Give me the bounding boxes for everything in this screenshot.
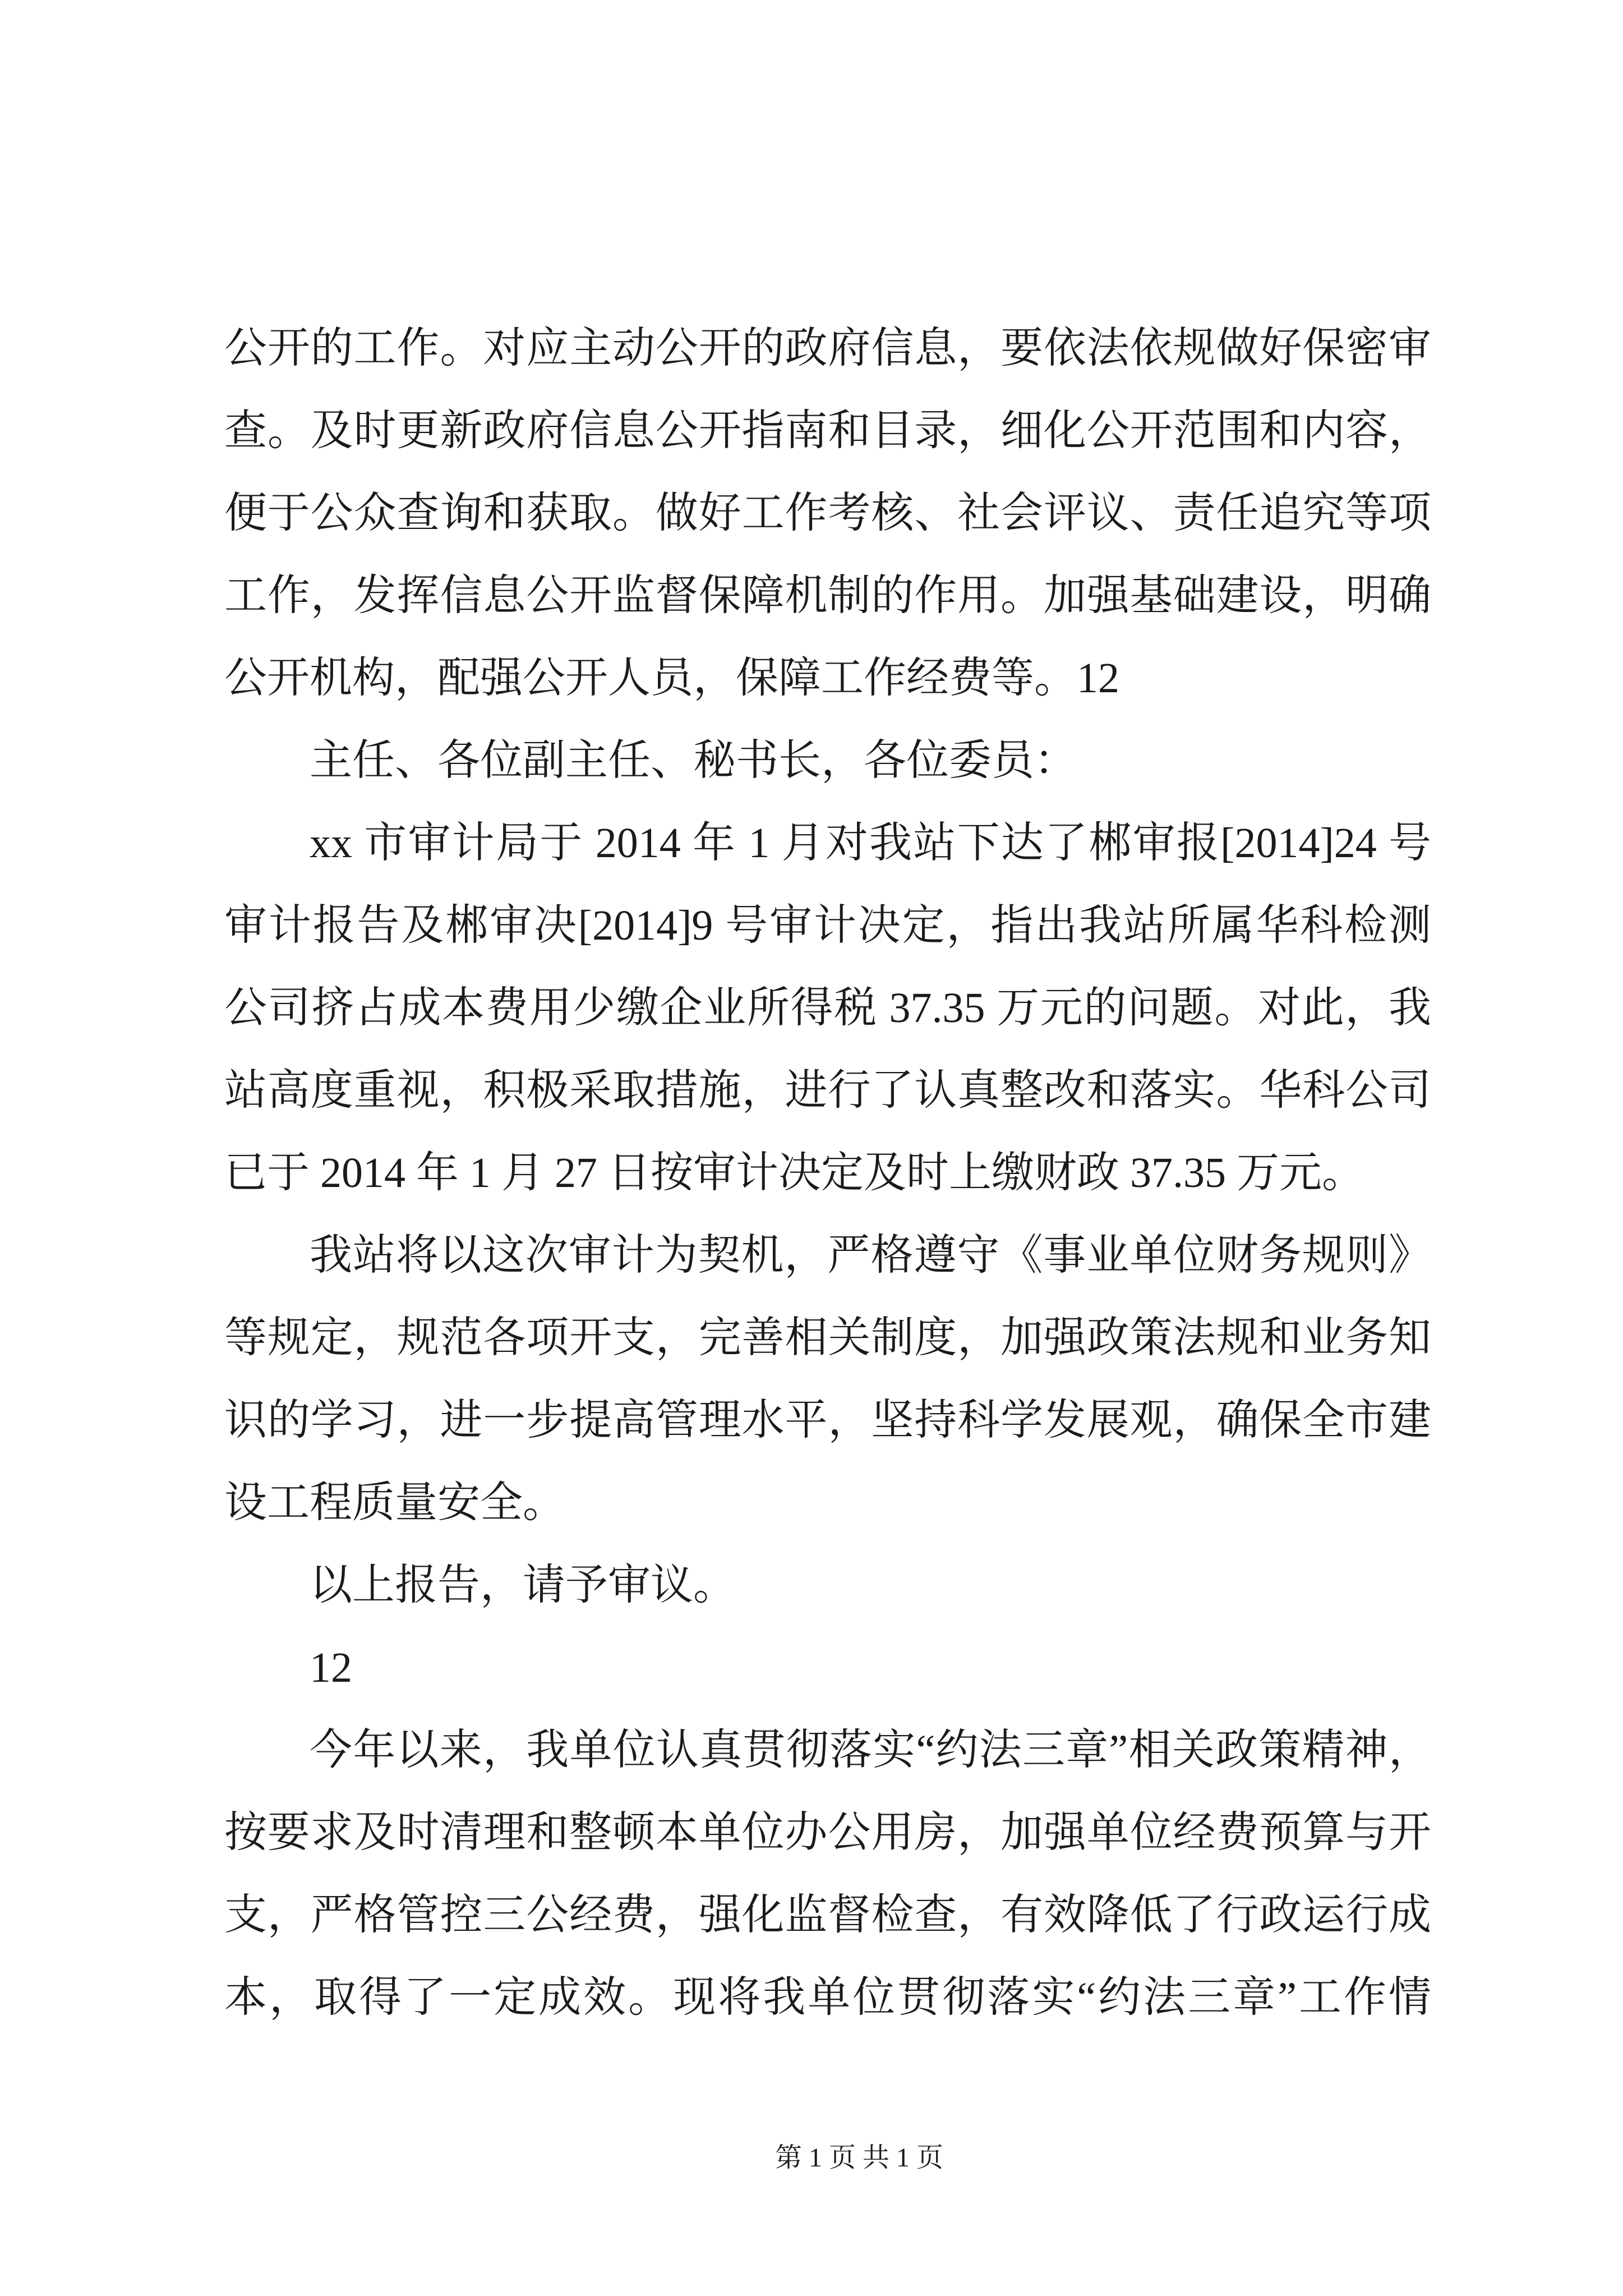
paragraph	[224, 307, 1431, 720]
text-line: 按要求及时清理和整顿本单位办公用房，加强单位经费预算与开	[224, 1809, 1431, 1856]
text-line: 便于公众查询和获取。做好工作考核、社会评议、责任追究等项	[224, 490, 1431, 537]
text-line: 工作，发挥信息公开监督保障机制的作用。加强基础建设，明确	[224, 572, 1431, 619]
text-line: 公司挤占成本费用少缴企业所得税 37.35 万元的问题。对此，我	[224, 984, 1431, 1032]
text-line: 公开机构，配强公开人员，保障工作经费等。12	[224, 655, 1119, 702]
text-line: 设工程质量安全。	[224, 1479, 565, 1526]
salutation-line: 主任、各位副主任、秘书长，各位委员：	[310, 737, 1077, 784]
text-line: 审计报告及郴审决[2014]9 号审计决定，指出我站所属华科检测	[224, 902, 1431, 949]
text-line: xx 市审计局于 2014 年 1 月对我站下达了郴审报[2014]24 号	[310, 820, 1431, 867]
text-line: 12	[310, 1644, 352, 1691]
text-line: 本，取得了一定成效。现将我单位贯彻落实“约法三章”工作情	[224, 1974, 1431, 2021]
document-body	[224, 307, 1431, 2039]
text-line: 已于 2014 年 1 月 27 日按审计决定及时上缴财政 37.35 万元。	[224, 1149, 1364, 1197]
text-line: 今年以来，我单位认真贯彻落实“约法三章”相关政策精神，	[310, 1727, 1431, 1774]
text-line: 以上报告，请予审议。	[310, 1562, 736, 1609]
paragraph	[224, 1709, 1431, 2039]
text-line: 查。及时更新政府信息公开指南和目录，细化公开范围和内容，	[224, 407, 1431, 454]
text-line: 站高度重视，积极采取措施，进行了认真整改和落实。华科公司	[224, 1067, 1431, 1114]
paragraph	[224, 1544, 1431, 1627]
page-footer-label: 第 1 页 共 1 页	[774, 2143, 943, 2173]
text-line: 公开的工作。对应主动公开的政府信息，要依法依规做好保密审	[224, 325, 1431, 372]
paragraph	[224, 1627, 1431, 1709]
text-line: 等规定，规范各项开支，完善相关制度，加强政策法规和业务知	[224, 1314, 1431, 1361]
paragraph	[224, 802, 1431, 1214]
text-line: 支，严格管控三公经费，强化监督检查，有效降低了行政运行成	[224, 1892, 1431, 1939]
text-line: 我站将以这次审计为契机，严格遵守《事业单位财务规则》	[310, 1232, 1431, 1279]
paragraph	[224, 720, 1431, 802]
text-line: 识的学习，进一步提高管理水平，坚持科学发展观，确保全市建	[224, 1397, 1431, 1444]
paragraph	[224, 1214, 1431, 1544]
